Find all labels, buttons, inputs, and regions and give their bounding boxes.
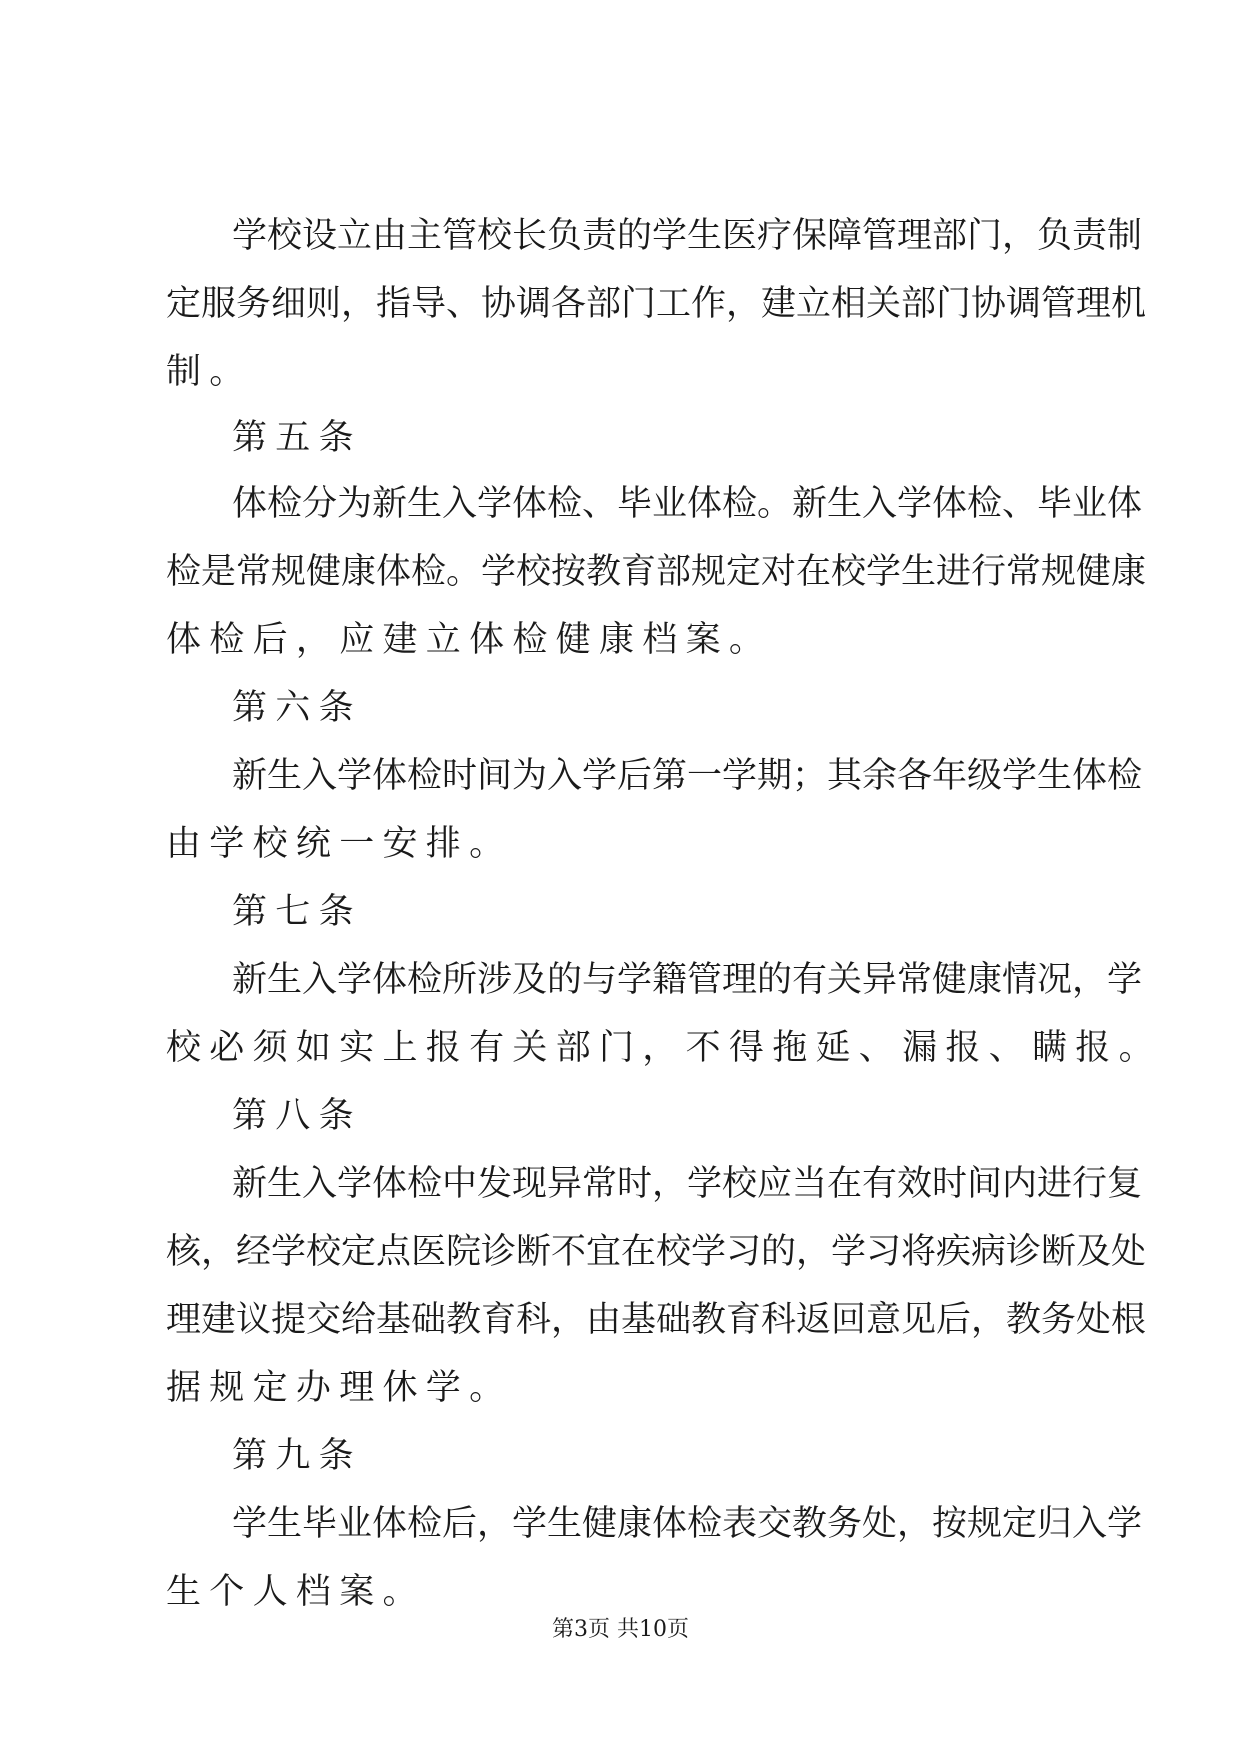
paragraph-line: 体检分为新生入学体检、毕业体检。新生入学体检、毕业体 [232,484,1143,524]
paragraph-line: 生个人档案。 [166,1572,426,1612]
article-heading: 第九条 [232,1436,362,1476]
page-footer: 第3页 共10页 [552,1617,689,1642]
paragraph-line: 校必须如实上报有关部门，不得拖延、漏报、瞒报。 [166,1028,1162,1068]
paragraph-line: 定服务细则，指导、协调各部门工作，建立相关部门协调管理机 [166,284,1147,324]
article-heading: 第八条 [232,1096,362,1136]
paragraph-line: 学校设立由主管校长负责的学生医疗保障管理部门，负责制 [232,216,1143,256]
paragraph-line: 理建议提交给基础教育科，由基础教育科返回意见后，教务处根 [166,1300,1147,1340]
paragraph-line: 体检后，应建立体检健康档案。 [166,620,773,660]
paragraph-line: 核，经学校定点医院诊断不宜在校学习的，学习将疾病诊断及处 [166,1232,1147,1272]
paragraph-line: 检是常规健康体检。学校按教育部规定对在校学生进行常规健康 [166,552,1147,592]
paragraph-line: 新生入学体检时间为入学后第一学期；其余各年级学生体检 [232,756,1143,796]
paragraph-line: 新生入学体检所涉及的与学籍管理的有关异常健康情况，学 [232,960,1143,1000]
article-heading: 第六条 [232,688,362,728]
paragraph-line: 新生入学体检中发现异常时，学校应当在有效时间内进行复 [232,1164,1143,1204]
article-heading: 第七条 [232,892,362,932]
article-heading: 第五条 [232,418,362,458]
paragraph-line: 学生毕业体检后，学生健康体检表交教务处，按规定归入学 [232,1504,1143,1544]
paragraph-line: 由学校统一安排。 [166,824,513,864]
paragraph-line: 制。 [166,352,253,392]
paragraph-line: 据规定办理休学。 [166,1368,513,1408]
